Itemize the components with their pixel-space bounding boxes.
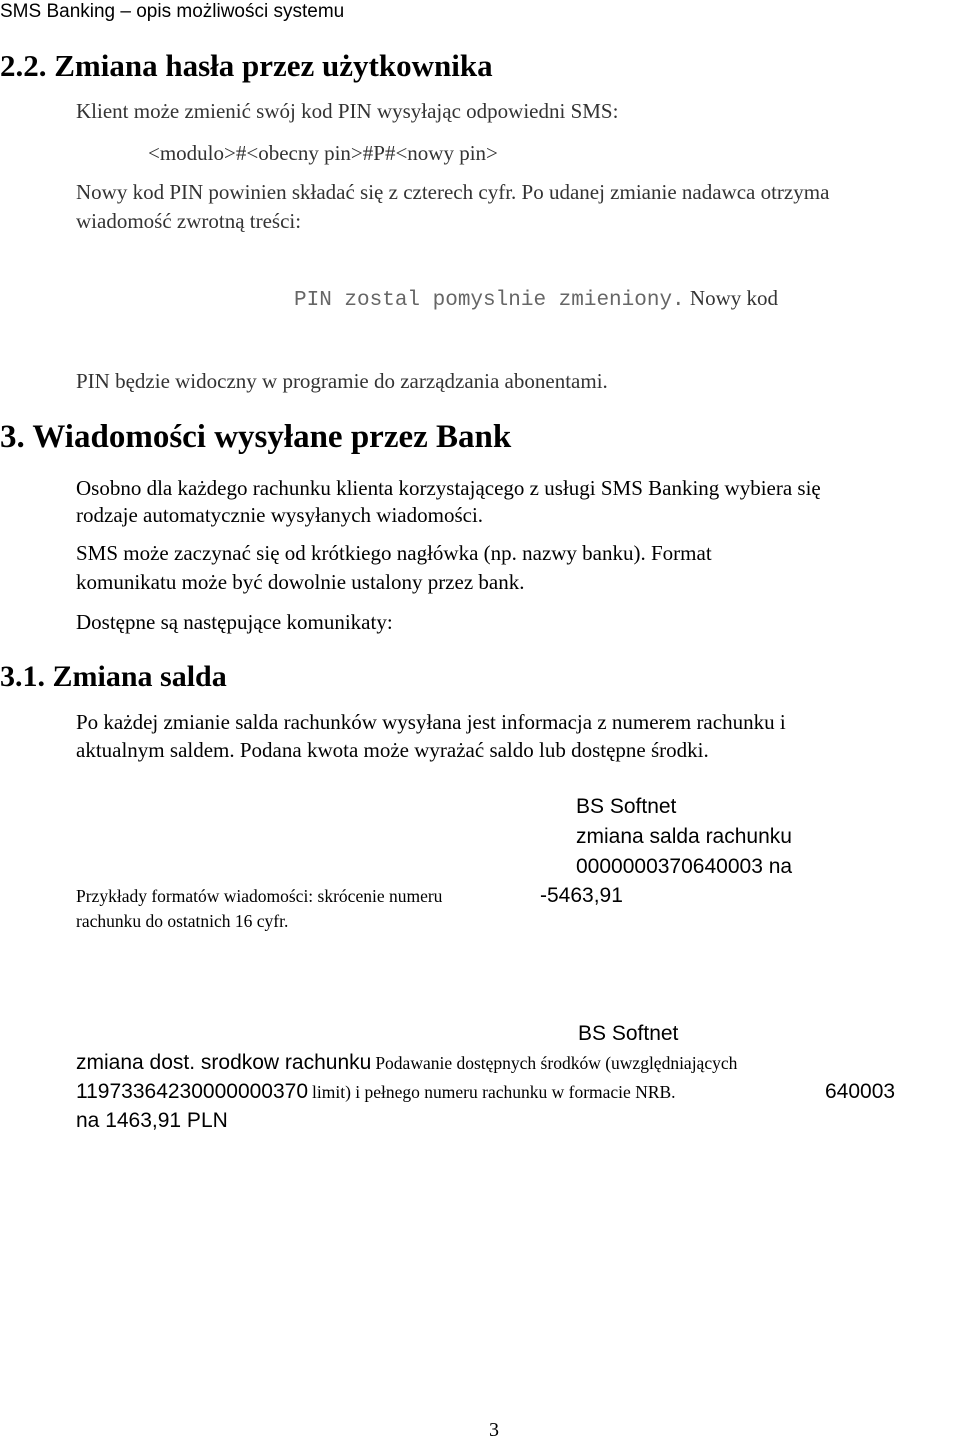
example2-desc-line1: Podawanie dostępnych środków (uwzględniających: [375, 1053, 738, 1073]
s3-p1-line1: Osobno dla każdego rachunku klienta korzystającego z usługi SMS Banking wybiera się: [76, 476, 821, 500]
pin-reply-mono: PIN zostal pomyslnie zmieniony.: [294, 289, 685, 312]
pin-change-intro: Klient może zmienić swój kod PIN wysyłając odpowiedni SMS:: [76, 99, 619, 123]
s31-p-line1: Po każdej zmianie salda rachunków wysyłana jest informacja z numerem rachunku i: [76, 710, 786, 734]
example2-line2: [76, 1080, 676, 1105]
example1-sms-line3: 0000000370640003 na: [576, 855, 793, 878]
section-heading-3: 3. Wiadomości wysyłane przez Bank: [0, 419, 512, 455]
s3-p2-line2: komunikatu może być dowolnie ustalony przez bank.: [76, 570, 525, 594]
example2-line1: [76, 1051, 737, 1076]
s3-p3: Dostępne są następujące komunikaty:: [76, 610, 393, 634]
pin-reply-tail: Nowy kod: [684, 286, 779, 310]
example2-account-number: 11973364230000000370: [76, 1080, 309, 1103]
s31-p-line2: aktualnym saldem. Podana kwota może wyrażać saldo lub dostępne środki.: [76, 738, 709, 762]
section-heading-2-2: 2.2. Zmiana hasła przez użytkownika: [0, 48, 493, 83]
example2-desc-line2: limit) i pełnego numeru rachunku w formacie NRB.: [312, 1082, 676, 1102]
example1-amount: -5463,91: [540, 884, 623, 907]
section-heading-3-1: 3.1. Zmiana salda: [0, 660, 227, 693]
s3-p1-line2: rodzaje automatycznie wysyłanych wiadomości.: [76, 503, 484, 527]
pin-note: PIN będzie widoczny w programie do zarządzania abonentami.: [76, 369, 608, 393]
example1-desc-line1: Przykłady formatów wiadomości: skrócenie numeru: [76, 886, 443, 906]
s3-p2-line1: SMS może zaczynać się od krótkiego nagłówka (np. nazwy banku). Format: [76, 541, 712, 565]
page-number: 3: [489, 1419, 499, 1441]
example1-sms-line1: BS Softnet: [576, 795, 677, 818]
pin-para-line2: wiadomość zwrotną treści:: [76, 209, 302, 233]
example2-amount: na 1463,91 PLN: [76, 1109, 228, 1132]
example2-sms-line1: zmiana dost. srodkow rachunku: [76, 1051, 372, 1074]
example2-bank: BS Softnet: [578, 1022, 679, 1045]
pin-reply-message: [294, 286, 778, 312]
pin-sms-format: <modulo>#<obecny pin>#P#<nowy pin>: [148, 141, 498, 165]
example1-desc-line2: rachunku do ostatnich 16 cyfr.: [76, 911, 289, 931]
example1-sms-line2: zmiana salda rachunku: [576, 825, 792, 848]
pin-para-line1: Nowy kod PIN powinien składać się z czterech cyfr. Po udanej zmianie nadawca otrzyma: [76, 180, 830, 204]
example2-account-tail: 640003: [825, 1080, 896, 1103]
document-header: SMS Banking – opis możliwości systemu: [0, 1, 345, 22]
